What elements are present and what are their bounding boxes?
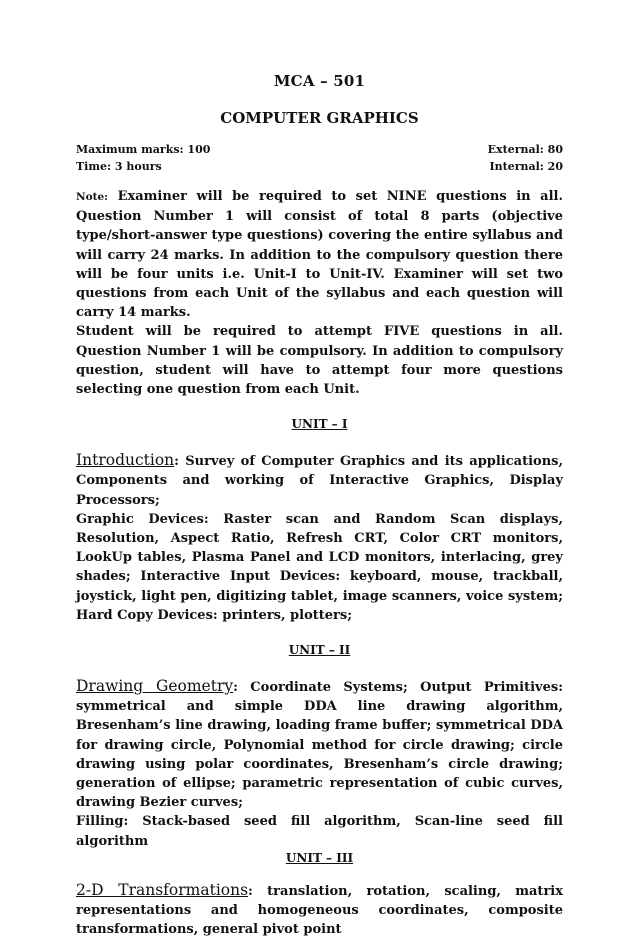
- external-marks: External: 80: [487, 143, 563, 156]
- maximum-marks: Maximum marks: 100: [76, 143, 211, 156]
- unit-1-topic: Introduction: [76, 451, 175, 470]
- examiner-note: [76, 187, 563, 322]
- unit-2-geometry: [76, 677, 563, 812]
- unit-3-topic: 2-D Transformations: [76, 880, 249, 899]
- marks-info: [76, 141, 563, 175]
- student-instructions: Student will be required to attempt FIVE questions in all. Question Number 1 will be compulsory. In addition to compulsory question, student will have to attempt four more questions selecting one question from each Unit.: [76, 324, 563, 398]
- note-text: Examiner will be required to set NINE questions in all. Question Number 1 will consist of total 8 parts (objective type/short-answer type questions) covering the entire syllabus and will carry 24 marks. In addition to the compulsory question there will be four units i.e. Unit-I to Unit-IV. Examiner will set two questions from each Unit of the syllabus and each question will carry 14 marks.: [76, 189, 563, 321]
- marks-row-1: [76, 141, 563, 158]
- course-code: MCA – 501: [273, 72, 366, 90]
- exam-time: Time: 3 hours: [76, 160, 162, 173]
- unit-1-intro-text: : Survey of Computer Graphics and its applications, Components and working of Interactive Graphics, Display Processors;: [76, 454, 563, 508]
- unit-2-topic: Drawing Geometry: [76, 677, 234, 696]
- course-title: COMPUTER GRAPHICS: [220, 109, 419, 127]
- unit-3-transform-text: : translation, rotation, scaling, matrix representations and homogeneous coordinates, composite transformations, general pivot point: [76, 883, 563, 938]
- unit-2-heading: UNIT – II: [288, 643, 351, 658]
- unit-2-filling: Filling: Stack-based seed fill algorithm, Scan-line seed fill algorithm: [76, 814, 563, 849]
- marks-row-2: [76, 158, 563, 175]
- syllabus-page: [76, 68, 563, 940]
- unit-1-devices: Graphic Devices: Raster scan and Random Scan displays, Resolution, Aspect Ratio, Refresh CRT, Color CRT monitors, LookUp tables, Plasma Panel and LCD monitors, interlacing, grey shades; Interactive Input Devices: keyboard, mouse, trackball, joystick, light pen, digitizing tablet, image scanners, voice system; Hard Copy Devices: printers, plotters;: [76, 511, 563, 623]
- unit-3-transformations: [76, 881, 563, 940]
- note-label: Note:: [76, 191, 109, 203]
- unit-3-heading: UNIT – III: [285, 850, 354, 865]
- internal-marks: Internal: 20: [489, 160, 563, 173]
- unit-1-heading: UNIT – I: [291, 417, 348, 432]
- unit-2-geometry-text: : Coordinate Systems; Output Primitives: symmetrical and simple DDA line drawing algorithm, Bresenham’s line drawing, loading frame buffer; symmetrical DDA for drawing circle, Polynomial method for circle drawing; circle drawing using polar coordinates, Bresenham’s circle drawing; generation of ellipse; parametric representation of cubic curves, drawing Bezier curves;: [76, 680, 564, 811]
- unit-1-introduction: [76, 451, 563, 510]
